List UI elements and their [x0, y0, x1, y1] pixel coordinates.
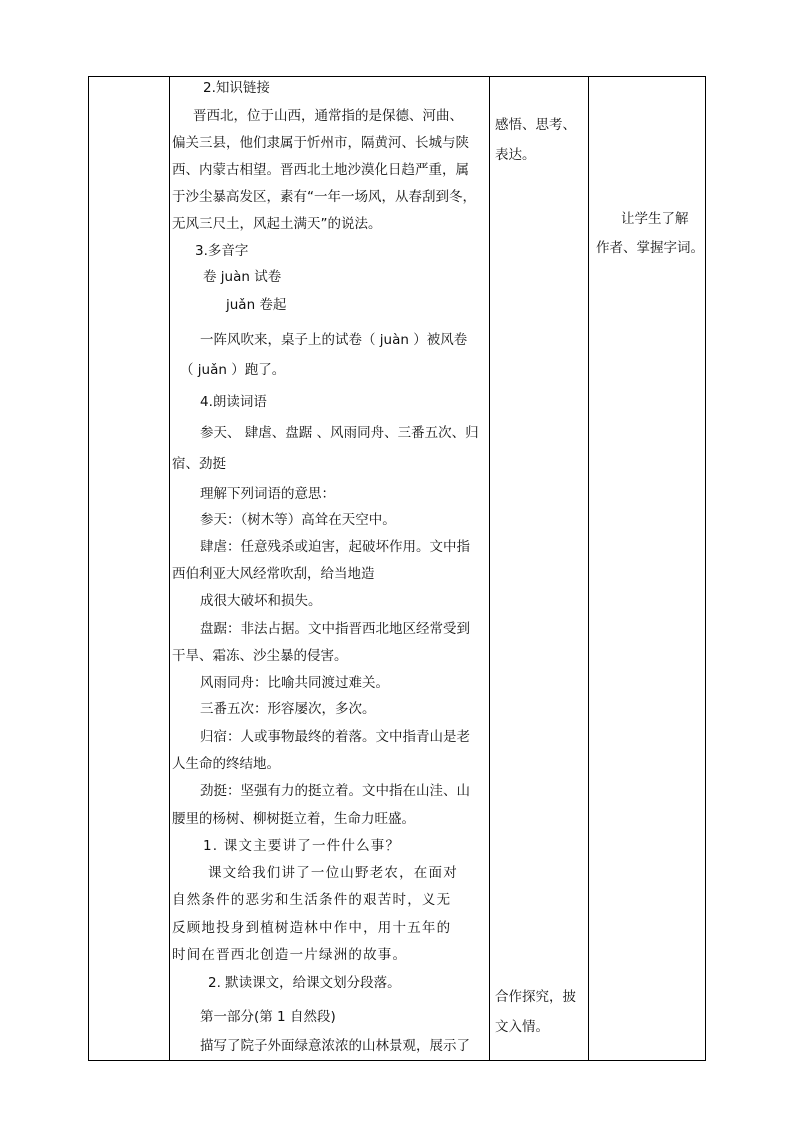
column-divider — [489, 77, 490, 1060]
definition-line: 归宿：人或事物最终的着落。文中指青山是老 — [200, 729, 470, 745]
paragraph-line: 第一部分(第 1 自然段) — [200, 1009, 336, 1025]
answer-line: 反顾地投身到植树造林中作中，用十五年的 — [172, 920, 452, 936]
definition-line: 腰里的杨树、柳树挺立着，生命力旺盛。 — [172, 811, 415, 827]
paragraph-line: 理解下列词语的意思： — [200, 486, 335, 502]
paragraph-line: 宿、劲挺 — [172, 456, 226, 472]
paragraph-line: 偏关三县，他们隶属于忻州市，隔黄河、长城与陕 — [172, 135, 469, 151]
section-heading: 3.多音字 — [195, 243, 249, 259]
paragraph-line: 西、内蒙古相望。晋西北土地沙漠化日趋严重，属 — [172, 162, 469, 178]
polyphone-line: 卷 juàn 试卷 — [203, 269, 282, 285]
definition-line: 盘踞：非法占据。文中指晋西北地区经常受到 — [200, 621, 470, 637]
activity-line: 表达。 — [495, 147, 536, 163]
answer-line: 课文给我们讲了一位山野老农，在面对 — [208, 865, 458, 881]
lesson-table — [88, 76, 706, 1061]
question-heading: 2. 默读课文，给课文划分段落。 — [208, 975, 401, 991]
paragraph-line: 于沙尘暴高发区，素有“一年一场风，从春刮到冬， — [172, 189, 476, 205]
answer-line: 时间在晋西北创造一片绿洲的故事。 — [172, 947, 408, 963]
polyphone-line: juǎn 卷起 — [226, 297, 287, 313]
definition-line: 劲挺：坚强有力的挺立着。文中指在山洼、山 — [200, 783, 470, 799]
section-heading: 4.朗读词语 — [200, 394, 267, 410]
column-divider — [588, 77, 589, 1060]
intent-line: 作者、掌握字词。 — [596, 240, 704, 256]
definition-line: 干旱、霜冻、沙尘暴的侵害。 — [172, 648, 348, 664]
definition-line: 西伯利亚大风经常吹刮，给当地造 — [172, 566, 375, 582]
column-divider — [169, 77, 170, 1060]
activity-line: 感悟、思考、 — [495, 117, 576, 133]
definition-line: 风雨同舟：比喻共同渡过难关。 — [200, 675, 389, 691]
paragraph-line: （ juǎn ）跑了。 — [180, 362, 286, 378]
intent-line: 让学生了解 — [621, 211, 689, 227]
paragraph-line: 一阵风吹来，桌子上的试卷（ juàn ）被风卷 — [200, 332, 468, 348]
definition-line: 三番五次：形容屡次，多次。 — [200, 701, 376, 717]
definition-line: 成很大破坏和损失。 — [200, 593, 322, 609]
definition-line: 参天：（树木等）高耸在天空中。 — [200, 512, 396, 528]
answer-line: 自然条件的恶劣和生活条件的艰苦时，义无 — [172, 892, 452, 908]
definition-line: 肆虐：任意残杀或迫害，起破坏作用。文中指 — [200, 539, 470, 555]
activity-line: 文入情。 — [495, 1019, 549, 1035]
activity-line: 合作探究，披 — [495, 989, 576, 1005]
definition-line: 人生命的终结地。 — [172, 756, 280, 772]
paragraph-line: 参天、 肆虐、盘踞 、风雨同舟、三番五次、归 — [200, 425, 479, 441]
paragraph-line: 描写了院子外面绿意浓浓的山林景观，展示了 — [200, 1038, 470, 1054]
paragraph-line: 无风三尺土，风起土满天”的说法。 — [172, 216, 382, 232]
paragraph-line: 晋西北，位于山西，通常指的是保德、河曲、 — [193, 108, 463, 124]
section-heading: 2.知识链接 — [203, 80, 270, 96]
question-heading: 1. 课文主要讲了一件什么事？ — [203, 838, 401, 854]
